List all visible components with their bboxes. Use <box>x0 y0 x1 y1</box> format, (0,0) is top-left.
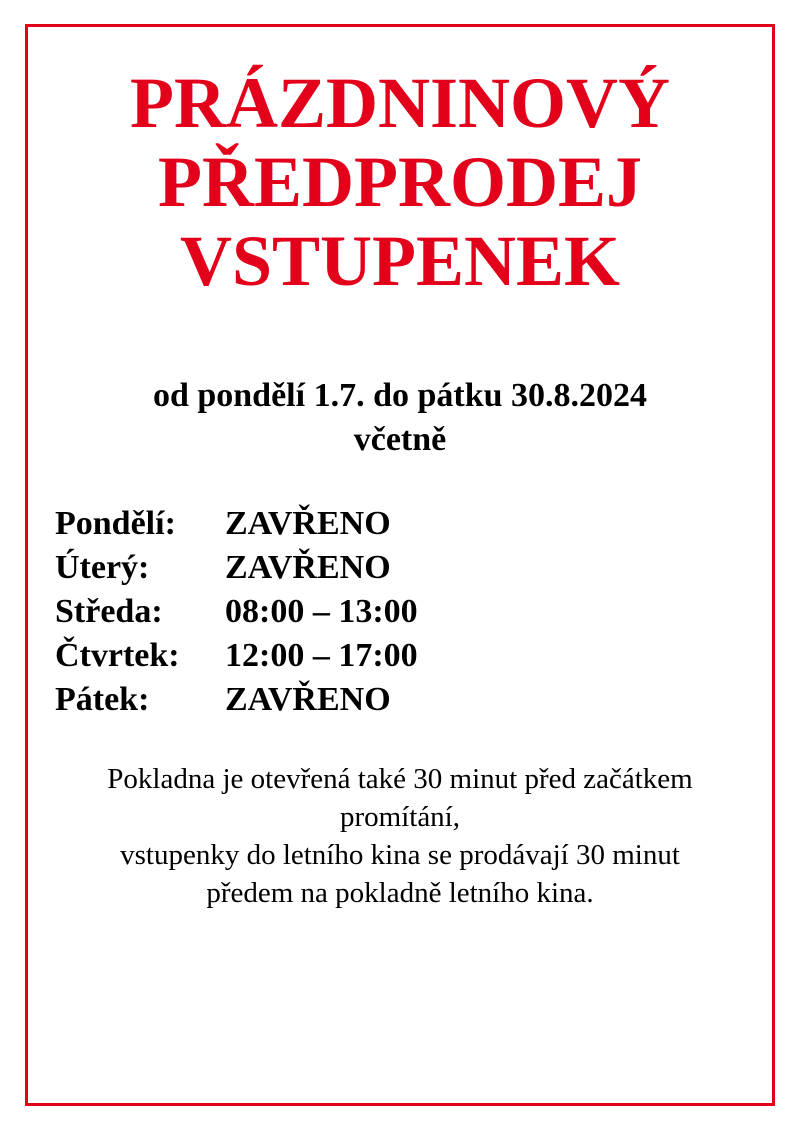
hours-day: Pondělí: <box>55 505 176 542</box>
hours-day: Čtvrtek: <box>55 637 180 674</box>
hours-time: 12:00 – 17:00 <box>225 637 418 674</box>
hours-day: Úterý: <box>55 549 150 586</box>
opening-hours-list <box>55 502 418 722</box>
sale-period <box>0 374 800 462</box>
hours-row-wednesday <box>55 590 418 634</box>
hours-row-monday <box>55 502 418 546</box>
hours-time: 08:00 – 13:00 <box>225 593 418 630</box>
hours-time: ZAVŘENO <box>225 505 391 542</box>
hours-time: ZAVŘENO <box>225 549 391 586</box>
title-line-1: PRÁZDNINOVÝ <box>130 63 670 143</box>
hours-row-tuesday <box>55 546 418 590</box>
title-line-2: PŘEDPRODEJ <box>158 142 642 222</box>
note-line-3: vstupenky do letního kina se prodávají 30 minut <box>120 839 680 871</box>
box-office-note <box>0 760 800 912</box>
note-line-2: promítání, <box>339 801 460 833</box>
note-line-4: předem na pokladně letního kina. <box>206 877 594 909</box>
hours-time: ZAVŘENO <box>225 681 391 718</box>
hours-day: Středa: <box>55 593 163 630</box>
hours-row-friday <box>55 678 418 722</box>
hours-row-thursday <box>55 634 418 678</box>
poster-title <box>0 64 800 301</box>
sale-period-dates: od pondělí 1.7. do pátku 30.8.2024 <box>152 377 648 414</box>
hours-day: Pátek: <box>55 681 150 718</box>
note-line-1: Pokladna je otevřená také 30 minut před začátkem <box>107 763 693 795</box>
title-line-3: VSTUPENEK <box>179 221 621 301</box>
sale-period-inclusive: včetně <box>353 421 447 458</box>
